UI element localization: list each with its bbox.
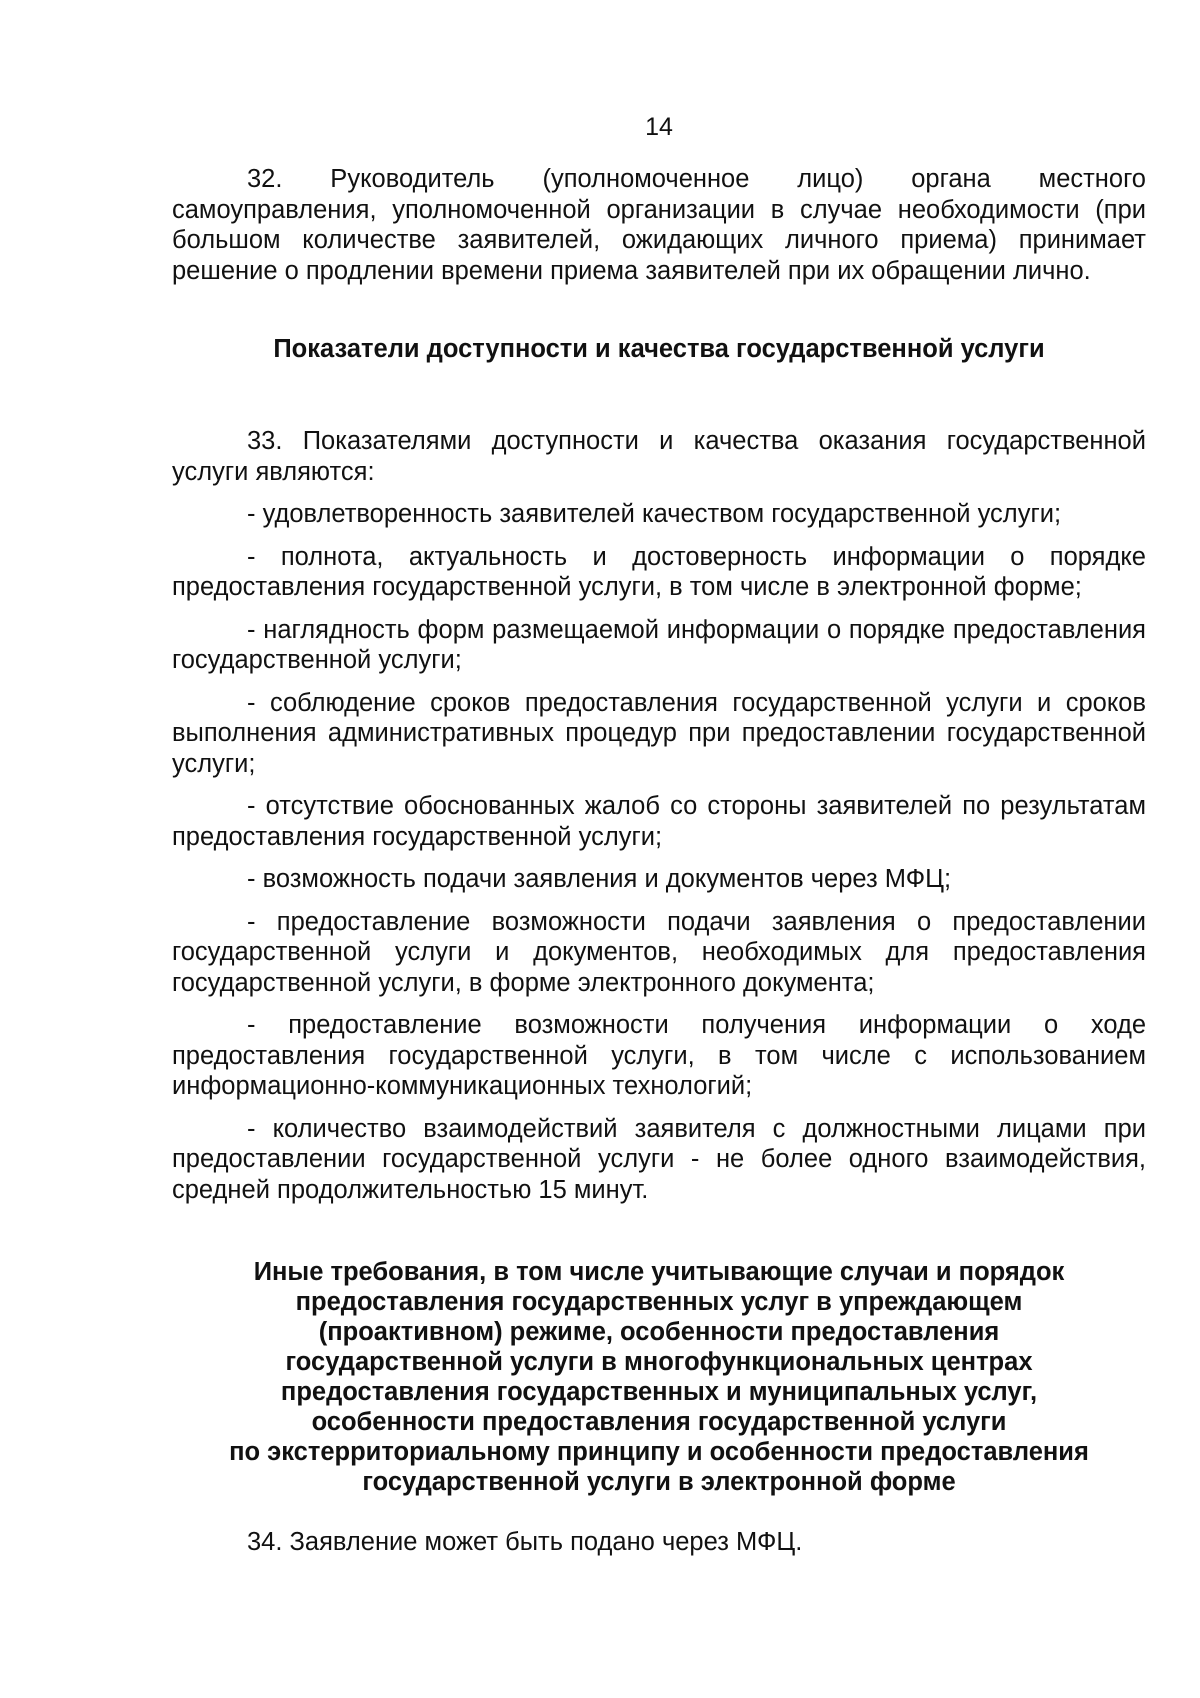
list-item: - полнота, актуальность и достоверность информации о порядке предоставления государственной услуги, в том числе в электронной форме; xyxy=(172,542,1146,601)
list-item: - предоставление возможности подачи заявления о предоставлении государственной услуги и документов, необходимых для предоставления государственной услуги, в форме электронного документа; xyxy=(172,907,1146,997)
list-item: - наглядность форм размещаемой информации о порядке предоставления государственной услуги; xyxy=(172,615,1146,674)
paragraph-33: 33. Показателями доступности и качества оказания государственной услуги являются: xyxy=(172,427,1146,486)
list-item: - удовлетворенность заявителей качеством государственной услуги; xyxy=(247,500,1062,528)
list-item: - соблюдение сроков предоставления государственной услуги и сроков выполнения административных процедур при предоставлении государственной услуги; xyxy=(172,688,1146,778)
heading-line: государственной услуги в многофункциональных центрах xyxy=(285,1348,1033,1376)
page-number: 14 xyxy=(645,113,673,141)
heading-line: государственной услуги в электронной форме xyxy=(362,1468,956,1496)
list-item: - отсутствие обоснованных жалоб со стороны заявителей по результатам предоставления государственной услуги; xyxy=(172,792,1146,851)
paragraph-34: 34. Заявление может быть подано через МФЦ. xyxy=(247,1528,803,1556)
list-item: - возможность подачи заявления и документов через МФЦ; xyxy=(247,865,952,893)
section-heading-other-requirements xyxy=(172,1257,1146,1497)
list-item: - количество взаимодействий заявителя с должностными лицами при предоставлении государственной услуги - не более одного взаимодействия, средней продолжительностью 15 минут. xyxy=(172,1114,1146,1204)
document-page xyxy=(172,112,1146,1558)
heading-line: по экстерриториальному принципу и особенности предоставления xyxy=(229,1438,1089,1466)
list-item: - предоставление возможности получения информации о ходе предоставления государственной услуги, в том числе с использованием информационно-коммуникационных технологий; xyxy=(172,1011,1146,1100)
heading-line: предоставления государственных услуг в упреждающем xyxy=(295,1288,1023,1316)
section-heading-accessibility: Показатели доступности и качества государственной услуги xyxy=(273,335,1045,363)
indicator-list xyxy=(172,499,1146,1205)
heading-line: особенности предоставления государственной услуги xyxy=(311,1408,1007,1436)
paragraph-32: 32. Руководитель (уполномоченное лицо) органа местного самоуправления, уполномоченной организации в случае необходимости (при большом количестве заявителей, ожидающих личного приема) принимает решение о продлении времени приема заявителей при их обращении лично. xyxy=(172,165,1146,285)
heading-line: Иные требования, в том числе учитывающие случаи и порядок xyxy=(253,1258,1065,1286)
heading-line: (проактивном) режиме, особенности предоставления xyxy=(318,1318,1000,1346)
heading-line: предоставления государственных и муниципальных услуг, xyxy=(280,1378,1038,1406)
